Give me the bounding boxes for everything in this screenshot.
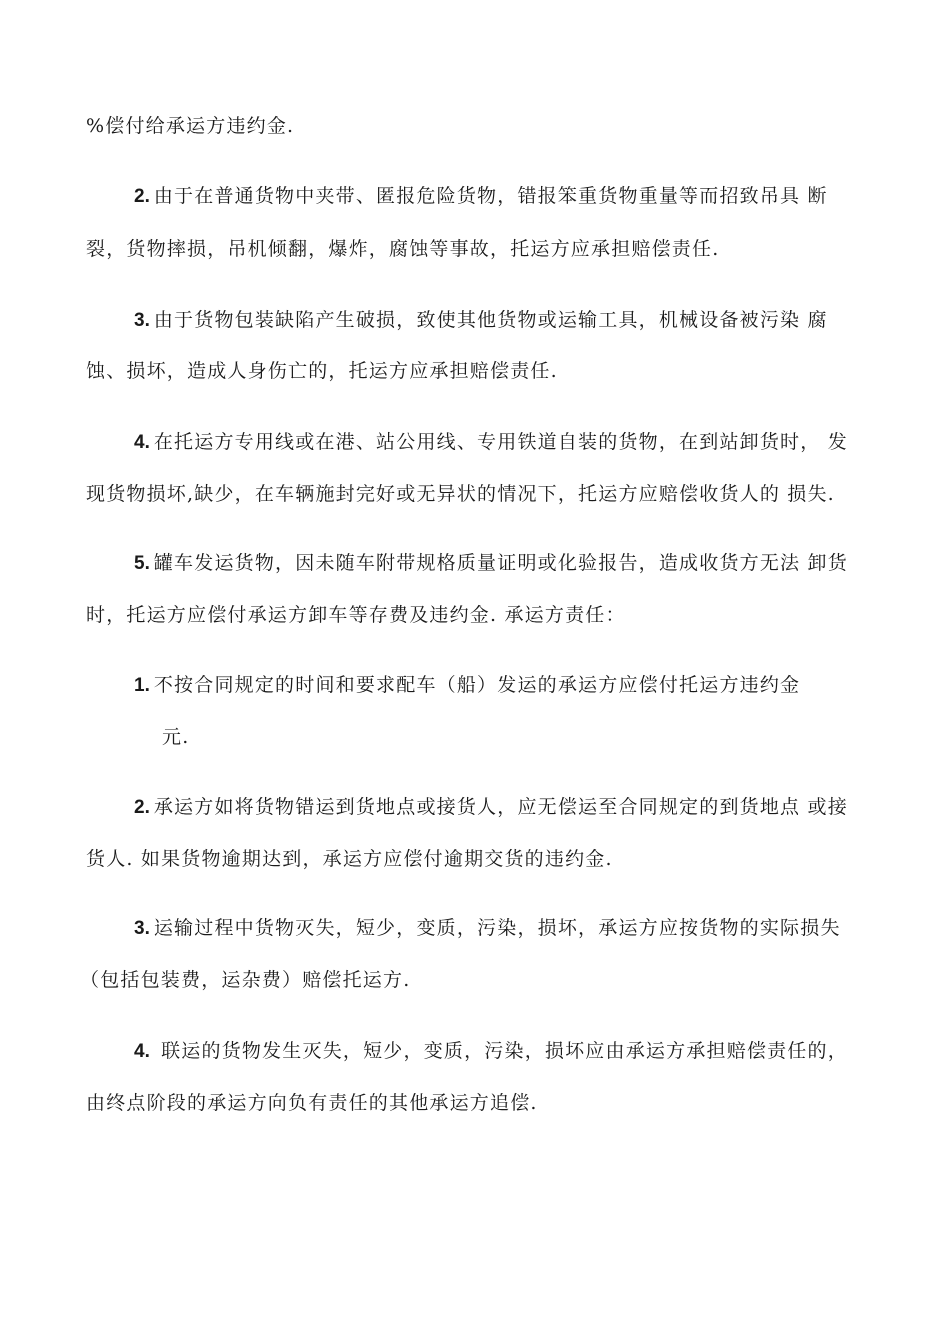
line-text: 由终点阶段的承运方向负有责任的其他承运方追偿. [86,1092,538,1114]
carrier-clause-3-line-2 [80,968,410,992]
line-text: 蚀、损坏，造成人身伤亡的，托运方应承担赔偿责任. [86,360,558,382]
clause-3-line-1 [134,308,828,333]
line-text: 由于货物包装缺陷产生破损，致使其他货物或运输工具，机械设备被污染 腐 [153,309,828,331]
carrier-clause-4-line-1 [134,1039,848,1064]
clause-number: 1. [134,675,150,696]
line-text: 罐车发运货物，因未随车附带规格质量证明或化验报告，造成收货方无法 卸货 [153,552,848,574]
clause-5-line-2 [86,603,626,627]
line-text: 现货物损坏,缺少，在车辆施封完好或无异状的情况下，托运方应赔偿收货人的 损失. [86,483,835,505]
clause-number: 3. [134,918,150,939]
line-text: 由于在普通货物中夹带、匿报危险货物，错报笨重货物重量等而招致吊具 断 [153,185,828,207]
carrier-clause-2-line-1 [134,795,848,820]
line-text: 时，托运方应偿付承运方卸车等存费及违约金. 承运方责任： [86,604,626,626]
line-text: %偿付给承运方违约金. [86,115,295,137]
carrier-clause-2-line-2 [86,847,613,871]
clause-4-line-2 [86,482,835,506]
carrier-clause-1-line-2 [162,725,189,749]
carrier-clause-4-line-2 [86,1091,538,1115]
line-text: 裂，货物摔损，吊机倾翻，爆炸，腐蚀等事故，托运方应承担赔偿责任. [86,238,720,260]
clause-4-line-1 [134,430,848,455]
clause-number: 2. [134,797,150,818]
clause-number: 4. [134,432,150,453]
carrier-clause-1-line-1 [134,673,800,698]
line-text: 不按合同规定的时间和要求配车（船）发运的承运方应偿付托运方违约金 [153,674,801,696]
paragraph-line [86,114,294,138]
clause-number: 3. [134,310,150,331]
clause-3-line-2 [86,359,558,383]
clause-5-line-1 [134,551,848,576]
clause-2-line-2 [86,237,719,261]
clause-2-line-1 [134,184,828,209]
line-text: 在托运方专用线或在港、站公用线、专用铁道自装的货物，在到站卸货时， 发 [153,431,848,453]
clause-number: 2. [134,186,150,207]
line-text: （包括包装费，运杂费）赔偿托运方. [80,969,411,991]
clause-number: 5. [134,553,150,574]
carrier-clause-3-line-1 [134,916,841,941]
clause-number: 4. [134,1041,150,1062]
line-text: 联运的货物发生灭失，短少，变质，污染，损坏应由承运方承担赔偿责任的， [153,1040,848,1062]
line-text: 元. [162,726,190,748]
line-text: 运输过程中货物灭失，短少，变质，污染，损坏，承运方应按货物的实际损失 [153,917,841,939]
line-text: 货人. 如果货物逾期达到，承运方应偿付逾期交货的违约金. [86,848,613,870]
line-text: 承运方如将货物错运到货地点或接货人，应无偿运至合同规定的到货地点 或接 [153,796,848,818]
